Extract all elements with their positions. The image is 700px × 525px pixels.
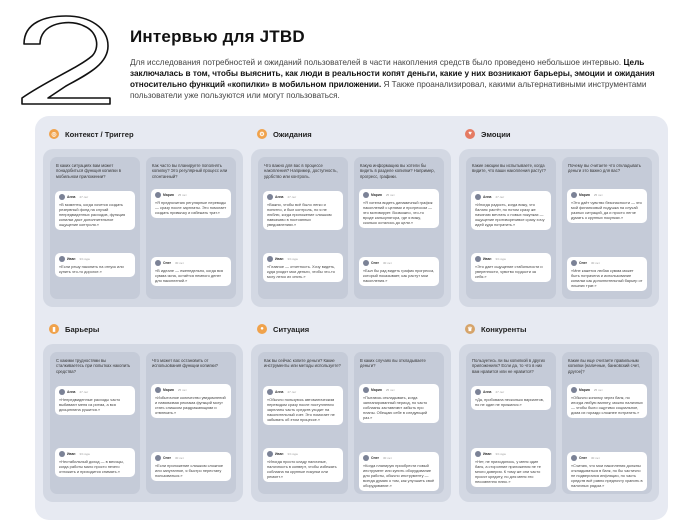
section-panel	[251, 344, 451, 502]
answer-text: «Обычно пользуюсь автоматическим переводом сразу после поступления зарплаты часть средств уходит на накопительный счет. Это помогает не забывать об этом процессе.»	[267, 397, 335, 422]
avatar	[59, 389, 65, 395]
answer-bubble	[359, 384, 439, 423]
section-panel	[459, 149, 659, 307]
respondent-name: Иван	[483, 257, 492, 261]
question-card	[466, 157, 556, 299]
respondent	[267, 451, 339, 457]
respondent-name: Мария	[163, 193, 174, 197]
question-text: Что может вас остановить от использования функции копилки?	[152, 358, 218, 369]
respondent-age: 25 лет	[385, 388, 395, 392]
answer-text: «Я предпочитаю регулярные переводы — сразу после зарплаты. Это помогает создать привычку и избежать трат.»	[155, 200, 227, 215]
question-text: Почему вы считаете что откладывать деньги это важно для вас?	[568, 163, 641, 174]
question-text: Как часто вы планируете пополнять копилку? Это регулярный процесс или спонтанный?	[152, 163, 228, 179]
question-text: Какие вы еще считаете правильным копилки (наличные, банковский счет, другое)?	[568, 358, 640, 374]
respondent	[475, 389, 547, 395]
answer-text: «Нет, не приходилось, у меня один банк, а сторонние приложения не те много доверия. К тому же они часто просят кредиту, но для меня это несомненно плюс.»	[475, 459, 541, 484]
respondent	[363, 455, 435, 461]
answer-text: «Я хотела видеть динамичный график накоплений с целями и прогрессом — это мотивирует. Возможно, что-то вроде калькулятора, где я вижу, сколько осталось до цели.»	[363, 200, 433, 225]
respondent-name: Олег	[371, 261, 379, 265]
respondent	[571, 192, 643, 198]
avatar	[267, 389, 273, 395]
respondent-age: 27 лет	[287, 195, 297, 199]
respondent-name: Мария	[579, 388, 590, 392]
respondent-age: 25 лет	[385, 193, 395, 197]
answer-bubble	[567, 384, 647, 418]
answer-text: «Если приложение слишком сложное или запутанное, я быстро перестану пользоваться.»	[155, 463, 224, 478]
section-panel	[43, 344, 243, 502]
answer-bubble	[263, 448, 343, 482]
section-title: Ситуация	[273, 324, 310, 334]
respondent-name: Олег	[579, 456, 587, 460]
respondent-name: Иван	[275, 257, 284, 261]
question-card	[354, 352, 444, 494]
respondent-name: Анна	[275, 195, 284, 199]
answer-bubble	[151, 384, 231, 418]
answer-bubble	[263, 191, 343, 230]
respondent-age: 27 лет	[287, 390, 297, 394]
avatar	[475, 194, 481, 200]
answer-text: «Иногда просто кладу наличные, наличность в конверт, чтобы избежать соблазна на крупные покупки или ремонт.»	[267, 459, 337, 479]
respondent-name: Мария	[163, 388, 174, 392]
avatar	[363, 455, 369, 461]
section-3	[459, 119, 659, 309]
respondent-age: 27 лет	[79, 195, 89, 199]
question-card	[562, 352, 652, 494]
section-title: Ожидания	[273, 129, 312, 139]
answer-text: «Считаю, что мои накопления должны откладываться в банк, но бы частично не подвергался инфляции, но часть средств всё равно предпочту хранить в наличных рядом.»	[571, 463, 643, 488]
avatar	[155, 455, 161, 461]
respondent-name: Иван	[483, 452, 492, 456]
section-title: Барьеры	[65, 324, 100, 334]
respondent-age: 27 лет	[79, 390, 89, 394]
answer-bubble	[471, 253, 551, 282]
question-text: Что важно для вас в процессе накопления? Например, доступность, удобство или контроль.	[264, 163, 338, 179]
respondent-name: Олег	[371, 456, 379, 460]
respondent	[475, 256, 547, 262]
question-text: В каких ситуациях вам может понадобиться функция копилки в мобильном приложении?	[56, 163, 121, 179]
avatar	[155, 387, 161, 393]
respondent-age: 30 лет	[383, 456, 392, 460]
avatar	[155, 192, 161, 198]
section-title: Конкуренты	[481, 324, 527, 334]
question-card	[146, 157, 236, 299]
answer-text: «Мне кажется любая сумма может быть потрачена и использование копилки как дополнительный барьер от лишних трат.»	[571, 268, 643, 288]
respondent-name: Анна	[275, 390, 284, 394]
avatar	[155, 260, 161, 266]
intro-text-1: Для исследования потребностей и ожиданий пользователей в части накопления средств было проведено небольшое интервью.	[130, 58, 622, 67]
avatar	[475, 451, 481, 457]
respondent	[267, 256, 339, 262]
section-title: Эмоции	[481, 129, 511, 139]
respondent-name: Анна	[483, 390, 492, 394]
answer-bubble	[359, 452, 439, 491]
avatar	[363, 192, 369, 198]
answer-bubble	[359, 189, 439, 228]
answer-text: «Важно, чтобы всё было легко и понятно, и был контроль, но я не люблю, когда приложение слишком навязчиво в постоянных уведомлениях.»	[267, 202, 332, 227]
answer-text: «Когда планирую приобрести новый инструмент или купить оборудование для работы, обычно инструменту — всегда думаю о том, как улучшить своё оборудование.»	[363, 463, 435, 488]
respondent-age: 25 лет	[177, 193, 187, 197]
section-header	[257, 324, 309, 334]
jtbd-board	[35, 116, 668, 520]
question-card	[50, 352, 140, 494]
respondent	[155, 260, 227, 266]
answer-bubble	[471, 448, 551, 487]
respondent	[59, 389, 131, 395]
intro-text-goal: Цель заключалась в том, чтобы выяснить, как люди в реальности копят деньги, какие у них возникают барьеры, эмоции и ожидания относительно функций «копилки» в мобильном приложении.	[130, 58, 655, 89]
respondent	[363, 192, 435, 198]
answer-text: «Это даёт чувство безопасности — это мой финансовый подушка на случай разных ситуаций, да и просто легче думать о крупных покупках.»	[571, 200, 642, 220]
question-text: С какими трудностями вы сталкиваетесь при попытках накопить средства?	[56, 358, 131, 374]
page-title: Интервью для JTBD	[130, 27, 305, 46]
answer-bubble	[55, 253, 135, 277]
answer-text: «Был бы рад видеть график прогресса, который показывает, как растут мои накопления.»	[363, 268, 435, 283]
question-card	[50, 157, 140, 299]
avatar	[267, 256, 273, 262]
respondent-age: 30 лет	[591, 261, 600, 265]
answer-text: «Это дает ощущение стабильности и уверенности, чувство гордости за себя.»	[475, 264, 543, 279]
answer-text: «Да, пробовала несколько вариантов, но не один не прижился.»	[475, 397, 544, 407]
avatar	[475, 256, 481, 262]
question-card	[562, 157, 652, 299]
respondent-age: 30 лет	[383, 261, 392, 265]
answer-bubble	[471, 386, 551, 410]
answer-text: «Обычно копилку через банк, но иногда любую валюту, можно наличных — чтобы было ощутимо социальное, дома их гораздо сложнее потратить.»	[571, 395, 643, 415]
respondent-age: 27 лет	[495, 195, 505, 199]
intro-paragraph	[130, 57, 675, 101]
question-text: Пользуетесь ли вы копилкой в других приложениях? Если да, то что в них вам нравится или не нравится?	[472, 358, 546, 374]
respondent	[59, 451, 131, 457]
respondent-name: Мария	[579, 193, 590, 197]
respondent	[59, 256, 131, 262]
respondent-age: 33 года	[495, 257, 506, 261]
respondent	[363, 387, 435, 393]
section-header	[257, 129, 312, 139]
respondent-age: 30 лет	[175, 456, 184, 460]
avatar	[475, 389, 481, 395]
answer-text: «Нестабильный доход — в месяцы, когда работы мало просто нечего отложить и приходится снимать.»	[59, 459, 124, 474]
question-card	[146, 352, 236, 494]
respondent	[155, 387, 227, 393]
section-header	[465, 129, 511, 139]
respondent-age: 27 лет	[495, 390, 505, 394]
respondent-name: Олег	[163, 261, 171, 265]
barrier-icon: ▮	[49, 324, 59, 334]
section-title: Контекст / Триггер	[65, 129, 134, 139]
respondent-name: Анна	[67, 195, 76, 199]
avatar	[59, 194, 65, 200]
respondent	[59, 194, 131, 200]
answer-text: «Иногда радость, когда вижу, что баланс растёт, но потом сразу же начинаю мечтать о новых покупках — ощущение противоречивое сразу хочу идей куда потратить.»	[475, 202, 545, 227]
respondent	[155, 192, 227, 198]
respondent-age: 33 года	[79, 452, 90, 456]
respondent-age: 33 года	[287, 257, 298, 261]
section-5	[251, 314, 451, 504]
answer-text: «Пытаюсь откладывать, когда запланированный период, но часто соблазны заставляют забыть про планы. Обещаю себе в следующий раз.»	[363, 395, 428, 420]
question-text: Какую информацию вы хотели бы видеть в разделе копилки? Например, прогресс, графики.	[360, 163, 435, 179]
respondent	[571, 260, 643, 266]
section-panel	[459, 344, 659, 502]
avatar	[363, 387, 369, 393]
avatar	[363, 260, 369, 266]
respondent-age: 30 лет	[591, 456, 600, 460]
avatar	[267, 451, 273, 457]
section-4	[43, 314, 243, 504]
answer-bubble	[151, 257, 231, 286]
bulb-icon: ●	[257, 324, 267, 334]
answer-text: «Избыточное количество уведомлений и навязчивая реклама функций могут стать слишком раздражающими и отвлекать.»	[155, 395, 226, 415]
section-panel	[251, 149, 451, 307]
section-6	[459, 314, 659, 504]
target-icon: ◎	[49, 129, 59, 139]
respondent	[363, 260, 435, 266]
question-text: Какие эмоции вы испытываете, когда видите, что ваши накопления растут?	[472, 163, 546, 174]
answer-bubble	[151, 452, 231, 481]
gear-icon: ⚙	[257, 129, 267, 139]
respondent-age: 25 лет	[593, 388, 603, 392]
answer-bubble	[567, 189, 647, 223]
respondent	[267, 194, 339, 200]
trophy-icon: ♛	[465, 324, 475, 334]
respondent-name: Анна	[483, 195, 492, 199]
answer-bubble	[359, 257, 439, 286]
avatar	[59, 256, 65, 262]
respondent	[267, 389, 339, 395]
respondent-name: Иван	[67, 257, 76, 261]
answer-text: «Непредвиденные расходы часто выбивают меня из ритма, а вся дисциплина рушится.»	[59, 397, 121, 412]
avatar	[267, 194, 273, 200]
answer-bubble	[567, 257, 647, 291]
answer-text: «В идеале — еженедельно, когда вся сумма ясна, остаётся немного денег для накоплений.»	[155, 268, 224, 283]
respondent	[155, 455, 227, 461]
respondent	[571, 455, 643, 461]
question-text: В каких случаях вы откладываете деньги?	[360, 358, 426, 369]
answer-text: «Если решу накопить на отпуск или купить что-то дорогое.»	[59, 264, 124, 274]
section-panel	[43, 149, 243, 307]
section-header	[49, 129, 134, 139]
answer-bubble	[55, 386, 135, 415]
avatar	[571, 387, 577, 393]
answer-bubble	[567, 452, 647, 491]
answer-text: «Главное — отчетность. Хочу видеть, куда уходят мои деньги, чтобы что-то могу легко их снять.»	[267, 264, 336, 279]
question-card	[258, 157, 348, 299]
avatar	[571, 260, 577, 266]
section-header	[465, 324, 526, 334]
respondent-name: Иван	[67, 452, 76, 456]
avatar	[571, 455, 577, 461]
section-1	[43, 119, 243, 309]
avatar	[59, 451, 65, 457]
question-card	[354, 157, 444, 299]
respondent-age: 30 лет	[175, 261, 184, 265]
intro-text-3: Я Также проанализировал, какими альтернативными инструментами пользователи уже пользуются или могут пользоваться.	[130, 80, 647, 100]
respondent	[475, 194, 547, 200]
question-text: Как вы сейчас копите деньги? Какие инструменты или методы используете?	[264, 358, 341, 369]
respondent-name: Иван	[275, 452, 284, 456]
respondent-name: Анна	[67, 390, 76, 394]
respondent-age: 33 года	[287, 452, 298, 456]
section-2	[251, 119, 451, 309]
answer-bubble	[151, 189, 231, 218]
respondent-age: 33 года	[79, 257, 90, 261]
answer-bubble	[263, 253, 343, 282]
respondent-age: 33 года	[495, 452, 506, 456]
question-card	[466, 352, 556, 494]
respondent-age: 25 лет	[177, 388, 187, 392]
respondent-name: Олег	[163, 456, 171, 460]
question-card	[258, 352, 348, 494]
respondent-age: 25 лет	[593, 193, 603, 197]
answer-bubble	[55, 191, 135, 230]
respondent	[475, 451, 547, 457]
respondent-name: Мария	[371, 388, 382, 392]
section-header	[49, 324, 99, 334]
answer-bubble	[471, 191, 551, 230]
avatar	[571, 192, 577, 198]
section-number-icon	[18, 14, 114, 106]
respondent-name: Олег	[579, 261, 587, 265]
respondent-name: Мария	[371, 193, 382, 197]
respondent	[571, 387, 643, 393]
heart-icon: ♥	[465, 129, 475, 139]
answer-text: «В моменты, когда хочется создать резервный фонд на случай непредвиденных расходов, функция копилки даст дополнительное ощущение контроля.»	[59, 202, 126, 227]
answer-bubble	[263, 386, 343, 425]
answer-bubble	[55, 448, 135, 477]
